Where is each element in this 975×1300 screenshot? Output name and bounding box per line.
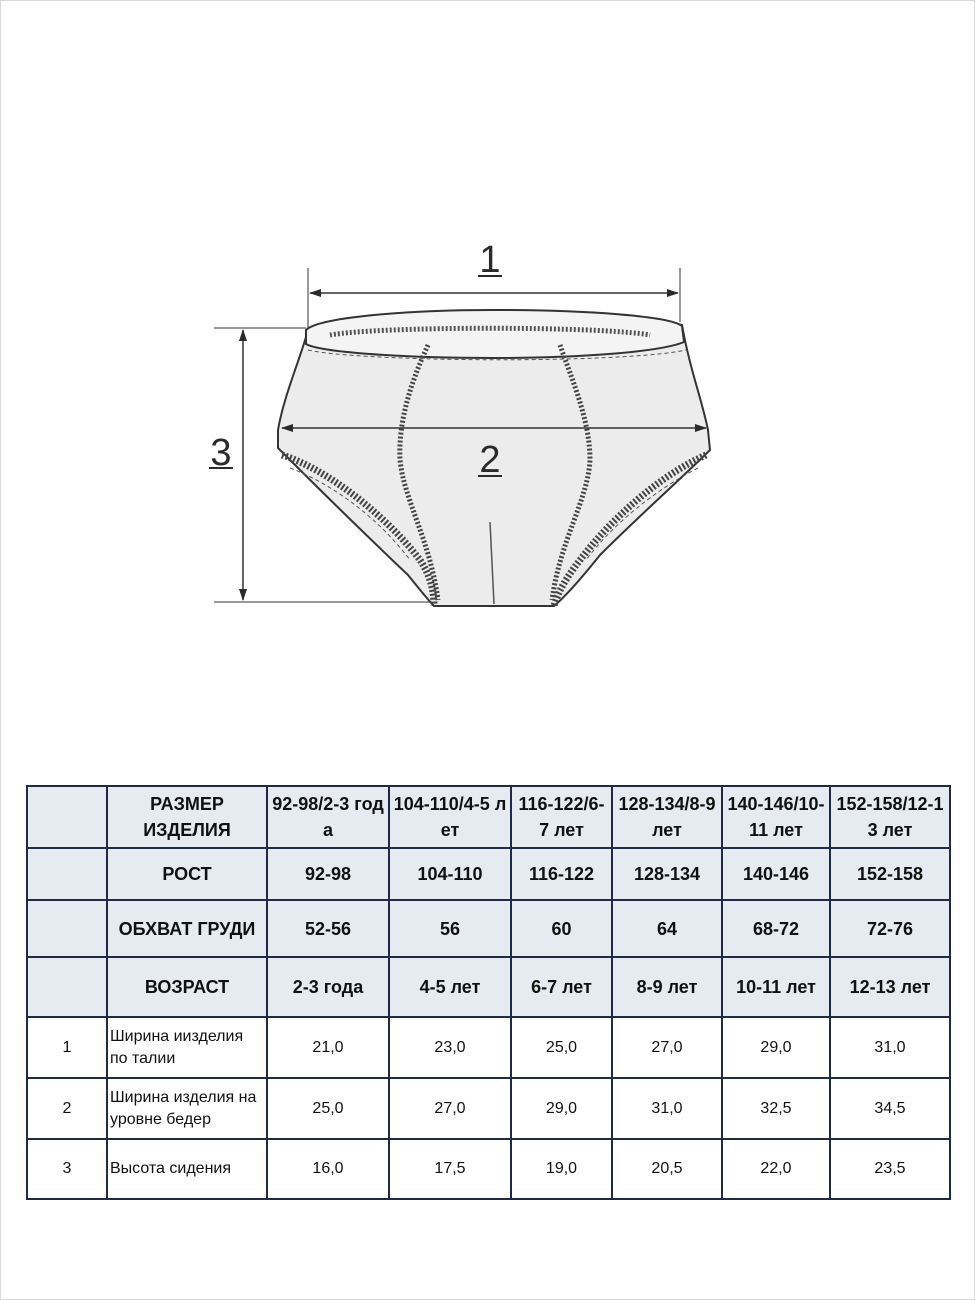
- chest-cell: 52-56: [267, 900, 389, 957]
- height-cell: 152-158: [830, 848, 950, 900]
- size-table: [26, 785, 951, 1200]
- age-cell: 4-5 лет: [389, 957, 511, 1017]
- value-cell: 19,0: [511, 1139, 612, 1199]
- measurement-label: Ширина изделия на уровне бедер: [107, 1078, 267, 1139]
- size-cell: 116-122/6-7 лет: [511, 786, 612, 848]
- age-cell: 6-7 лет: [511, 957, 612, 1017]
- value-cell: 23,0: [389, 1017, 511, 1078]
- measurement-label: Высота сидения: [107, 1139, 267, 1199]
- age-cell: 10-11 лет: [722, 957, 830, 1017]
- size-cell: 104-110/4-5 лет: [389, 786, 511, 848]
- header-row-height: [27, 848, 950, 900]
- value-cell: 34,5: [830, 1078, 950, 1139]
- size-cell: 92-98/2-3 года: [267, 786, 389, 848]
- value-cell: 25,0: [267, 1078, 389, 1139]
- row-label: РОСТ: [107, 848, 267, 900]
- age-cell: 2-3 года: [267, 957, 389, 1017]
- value-cell: 32,5: [722, 1078, 830, 1139]
- row-label: ВОЗРАСТ: [107, 957, 267, 1017]
- value-cell: 31,0: [612, 1078, 722, 1139]
- header-row-size: [27, 786, 950, 848]
- height-cell: 140-146: [722, 848, 830, 900]
- value-cell: 29,0: [722, 1017, 830, 1078]
- size-cell: 140-146/10-11 лет: [722, 786, 830, 848]
- measurement-label: Ширина иизделия по талии: [107, 1017, 267, 1078]
- height-cell: 116-122: [511, 848, 612, 900]
- size-cell: 128-134/8-9 лет: [612, 786, 722, 848]
- chest-cell: 56: [389, 900, 511, 957]
- measurement-row: [27, 1017, 950, 1078]
- value-cell: 25,0: [511, 1017, 612, 1078]
- measurement-row: [27, 1139, 950, 1199]
- row-label: ОБХВАТ ГРУДИ: [107, 900, 267, 957]
- row-number-cell: [27, 786, 107, 848]
- row-number: 1: [27, 1017, 107, 1078]
- value-cell: 31,0: [830, 1017, 950, 1078]
- value-cell: 20,5: [612, 1139, 722, 1199]
- header-row-age: [27, 957, 950, 1017]
- chest-cell: 60: [511, 900, 612, 957]
- value-cell: 21,0: [267, 1017, 389, 1078]
- height-cell: 92-98: [267, 848, 389, 900]
- value-cell: 27,0: [612, 1017, 722, 1078]
- header-row-chest: [27, 900, 950, 957]
- row-label: РАЗМЕР ИЗДЕЛИЯ: [107, 786, 267, 848]
- row-number-cell: [27, 957, 107, 1017]
- value-cell: 27,0: [389, 1078, 511, 1139]
- height-cell: 104-110: [389, 848, 511, 900]
- row-number-cell: [27, 848, 107, 900]
- value-cell: 29,0: [511, 1078, 612, 1139]
- value-cell: 22,0: [722, 1139, 830, 1199]
- dimension-label-2: 2: [479, 439, 501, 481]
- age-cell: 8-9 лет: [612, 957, 722, 1017]
- chest-cell: 68-72: [722, 900, 830, 957]
- value-cell: 23,5: [830, 1139, 950, 1199]
- chest-cell: 72-76: [830, 900, 950, 957]
- value-cell: 17,5: [389, 1139, 511, 1199]
- row-number: 2: [27, 1078, 107, 1139]
- row-number: 3: [27, 1139, 107, 1199]
- dimension-label-1: 1: [479, 239, 501, 281]
- chest-cell: 64: [612, 900, 722, 957]
- age-cell: 12-13 лет: [830, 957, 950, 1017]
- height-cell: 128-134: [612, 848, 722, 900]
- measurement-row: [27, 1078, 950, 1139]
- dimension-label-3: 3: [210, 432, 232, 474]
- value-cell: 16,0: [267, 1139, 389, 1199]
- row-number-cell: [27, 900, 107, 957]
- size-cell: 152-158/12-13 лет: [830, 786, 950, 848]
